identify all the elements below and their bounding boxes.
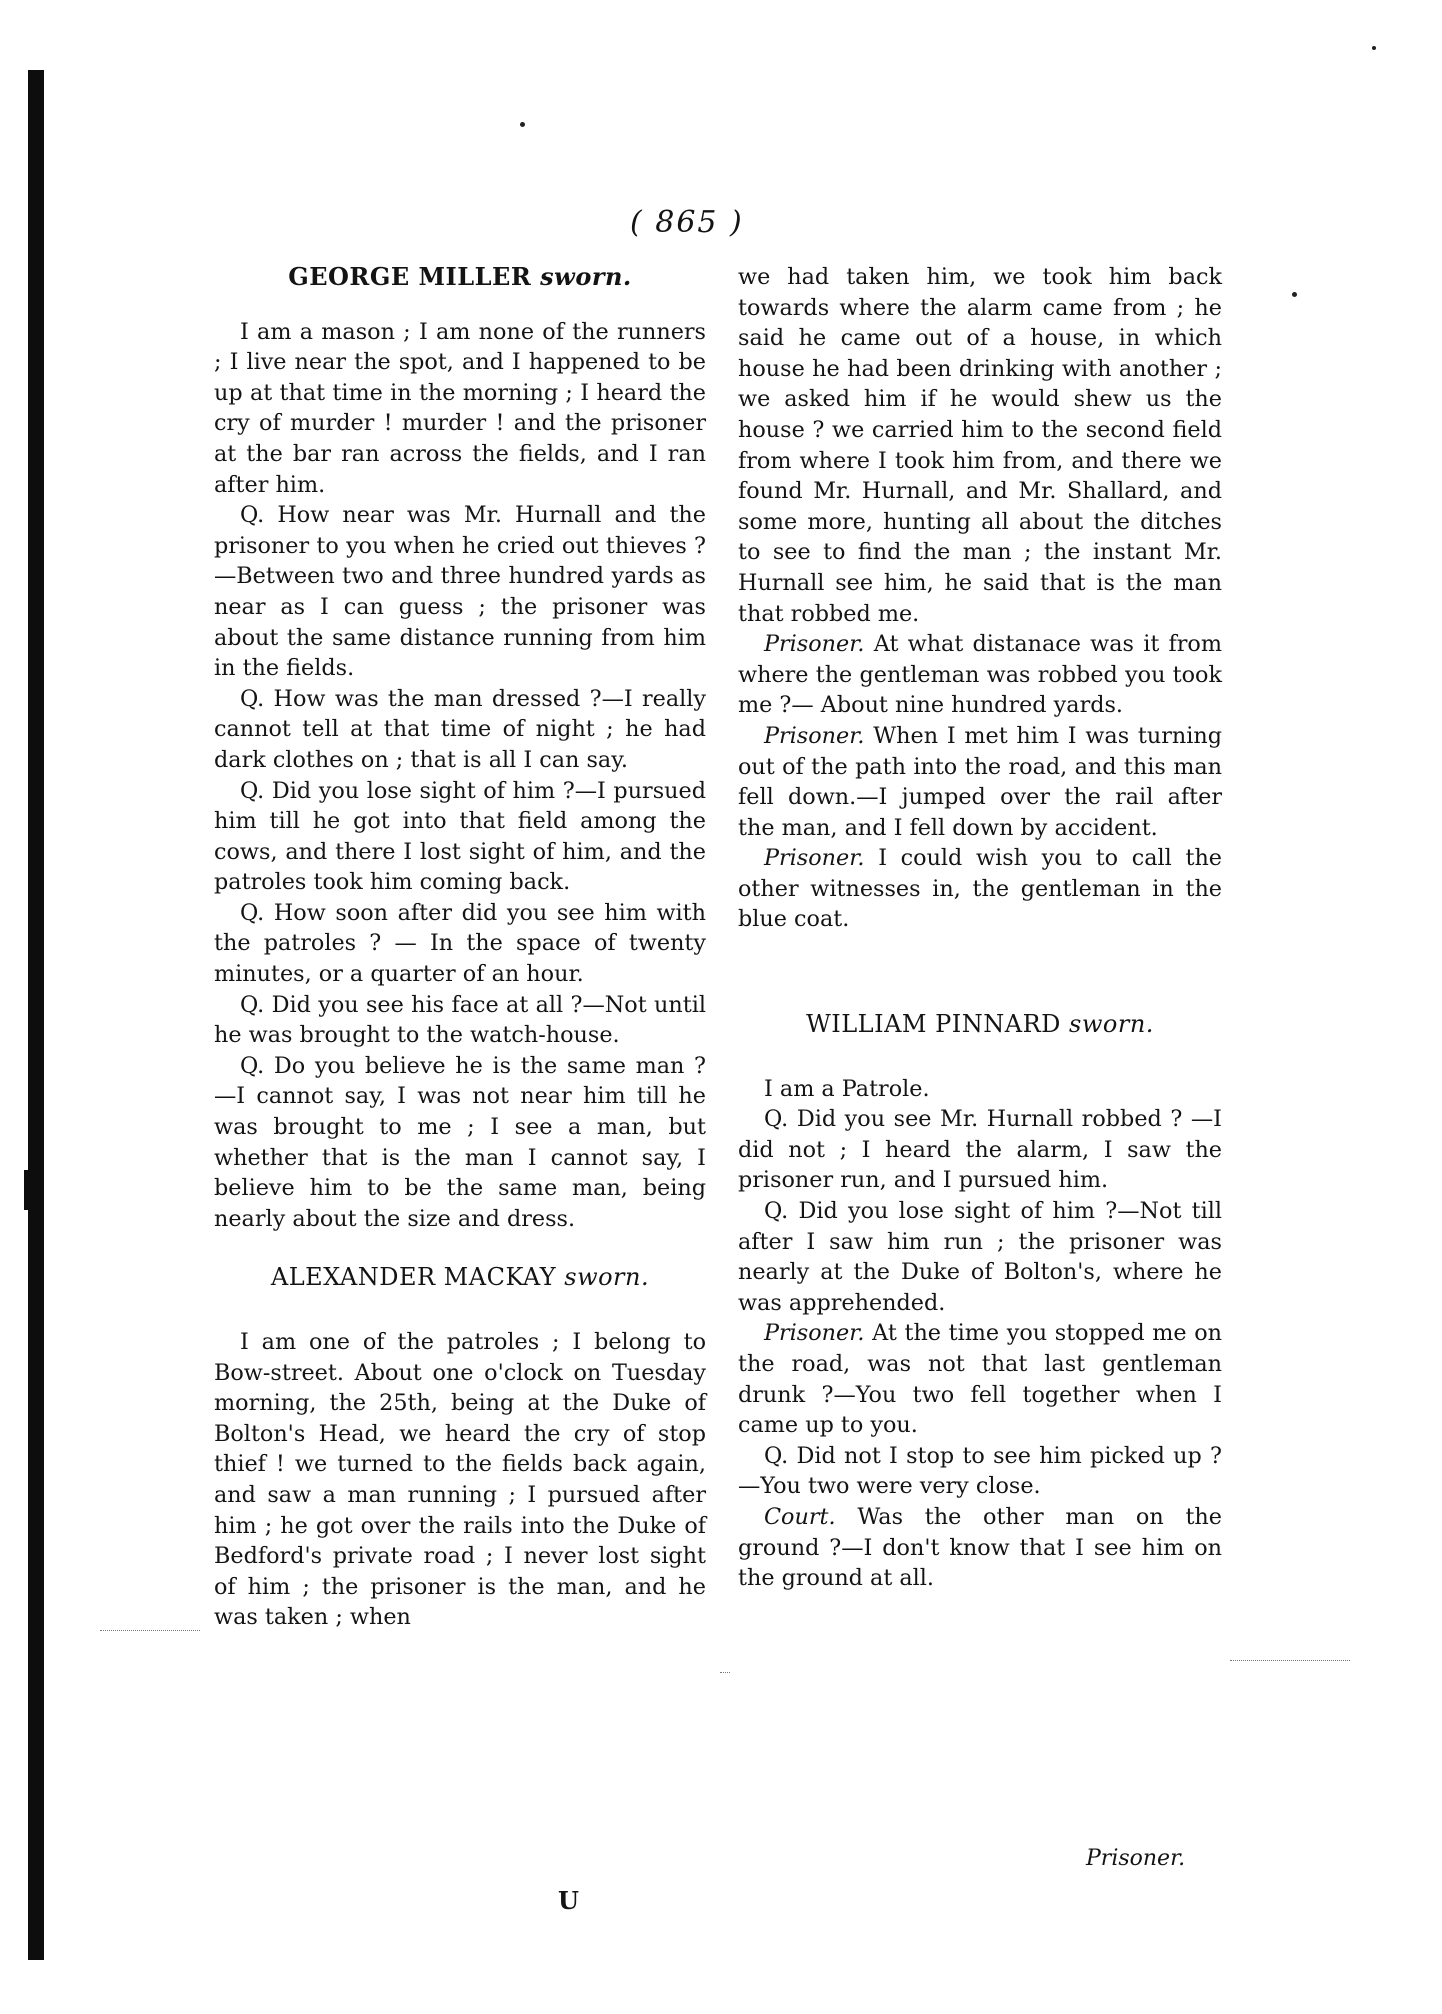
speaker-label: Prisoner. [764, 1320, 865, 1347]
speaker-label: Prisoner. [764, 722, 865, 749]
testimony-text: I am a Patrole. [764, 1075, 930, 1102]
binding-notch [24, 1170, 34, 1210]
testimony-paragraph [738, 1074, 1222, 1105]
signature-mark: U [558, 1886, 579, 1915]
testimony-text: At the time you stopped me on the road, was not that last gentleman drunk ?—You two fell together when I came up to you. [738, 1320, 1223, 1439]
testimony-paragraph: Q. Do you believe he is the same man ? —I cannot say, I was not near him till he was brought to me ; I see a man, but whether that is the man I cannot say, I believe him to be the same man, being nearly about the size and dress. [214, 1052, 706, 1232]
testimony-text: Q. Did you see Mr. Hurnall robbed ? —I did not ; I heard the alarm, I saw the prisoner run, and I pursued him. [738, 1106, 1222, 1194]
testimony-paragraph [738, 1441, 1222, 1502]
exchange-text: At what distanace was it from where the gentleman was robbed you took me ?— About nine hundred yards. [738, 631, 1222, 719]
witness-name: WILLIAM PINNARD [806, 1010, 1061, 1039]
testimony-paragraph: Q. Did you lose sight of him ?—I pursued him till he got into that field among the cows, and there I lost sight of him, and the patroles took him coming back. [214, 777, 706, 896]
testimony-paragraph: Q. How was the man dressed ?—I really cannot tell at that time of night ; he had dark clothes on ; that is all I can say. [214, 685, 706, 773]
testimony-paragraph [738, 1318, 1222, 1440]
testimony-paragraph: Q. Did you see his face at all ?—Not until he was brought to the watch-house. [214, 991, 706, 1049]
testimony-text: Q. Did you lose sight of him ?—Not till after I saw him run ; the prisoner was nearly at the Duke of Bolton's, where he was apprehended. [738, 1198, 1222, 1316]
exchange-paragraph [738, 721, 1222, 843]
margin-dotted-line [720, 1672, 730, 1673]
exchange-paragraph [738, 843, 1222, 935]
binding-edge [28, 70, 44, 1960]
catchword: Prisoner. [1086, 1846, 1186, 1871]
speaker-label: Court. [764, 1503, 836, 1530]
sworn-label: sworn. [564, 1263, 650, 1292]
ink-speck [1372, 46, 1376, 50]
testimony-paragraph [738, 1104, 1222, 1196]
testimony-paragraph: Q. How near was Mr. Hurnall and the prisoner to you when he cried out thieves ?—Between two and three hundred yards as near as I can guess ; the prisoner was about the same distance running from him in the fields. [214, 502, 706, 682]
ink-speck [1292, 292, 1297, 297]
sworn-label: sworn. [1069, 1010, 1154, 1039]
margin-dotted-line [1230, 1660, 1350, 1661]
exchange-text: I could wish you to call the other witnesses in, the gentleman in the blue coat. [738, 845, 1222, 933]
witness-name: GEORGE MILLER [288, 262, 532, 291]
testimony-text: Q. Did not I stop to see him picked up ?—You two were very close. [738, 1442, 1222, 1500]
margin-dotted-line [100, 1630, 200, 1631]
witness-name: ALEXANDER MACKAY [270, 1263, 557, 1292]
exchange-text: When I met him I was turning out of the path into the road, and this man fell down.—I jumped over the rail after the man, and I fell down by accident. [738, 722, 1222, 841]
testimony-paragraph [738, 1196, 1222, 1318]
page-number: ( 865 ) [630, 205, 744, 240]
right-column [738, 262, 1222, 1594]
speaker-label: Prisoner. [764, 631, 865, 658]
testimony-paragraph: I am one of the patroles ; I belong to Bow-street. About one o'clock on Tuesday morning, the 25th, being at the Duke of Bolton's Head, we heard the cry of stop thief ! we turned to the fields back again, and saw a man running ; I pursued after him ; he got over the rails into the Duke of Bedford's private road ; I never lost sight of him ; the prisoner is the man, and he was taken ; when [214, 1329, 706, 1631]
sworn-label: sworn. [540, 262, 632, 291]
ink-speck [520, 122, 525, 127]
exchange-paragraph [738, 629, 1222, 721]
section-heading-george-miller [214, 262, 706, 293]
speaker-label: Prisoner. [764, 845, 865, 872]
testimony-paragraph: Q. How soon after did you see him with the patroles ? — In the space of twenty minutes, or a quarter of an hour. [214, 899, 706, 988]
testimony-paragraph: I am a mason ; I am none of the runners ; I live near the spot, and I happened to be up at that time in the morning ; I heard the cry of murder ! murder ! and the prisoner at the bar ran across the fields, and I ran after him. [214, 318, 706, 498]
section-heading-alexander-mackay [214, 1262, 706, 1293]
section-heading-william-pinnard [738, 1009, 1222, 1040]
left-column [214, 262, 706, 1633]
testimony-text: Was the other man on the ground ?—I don't know that I see him on the ground at all. [738, 1503, 1222, 1592]
testimony-continuation: we had taken him, we took him back towards where the alarm came from ; he said he came out of a house, in which house he had been drinking with another ; we asked him if he would shew us the house ? we carried him to the second field from where I took him from, and there we found Mr. Hurnall, and Mr. Shallard, and some more, hunting all about the ditches to see to find the man ; the instant Mr. Hurnall see him, he said that is the man that robbed me. [738, 264, 1222, 627]
testimony-paragraph [738, 1502, 1222, 1594]
